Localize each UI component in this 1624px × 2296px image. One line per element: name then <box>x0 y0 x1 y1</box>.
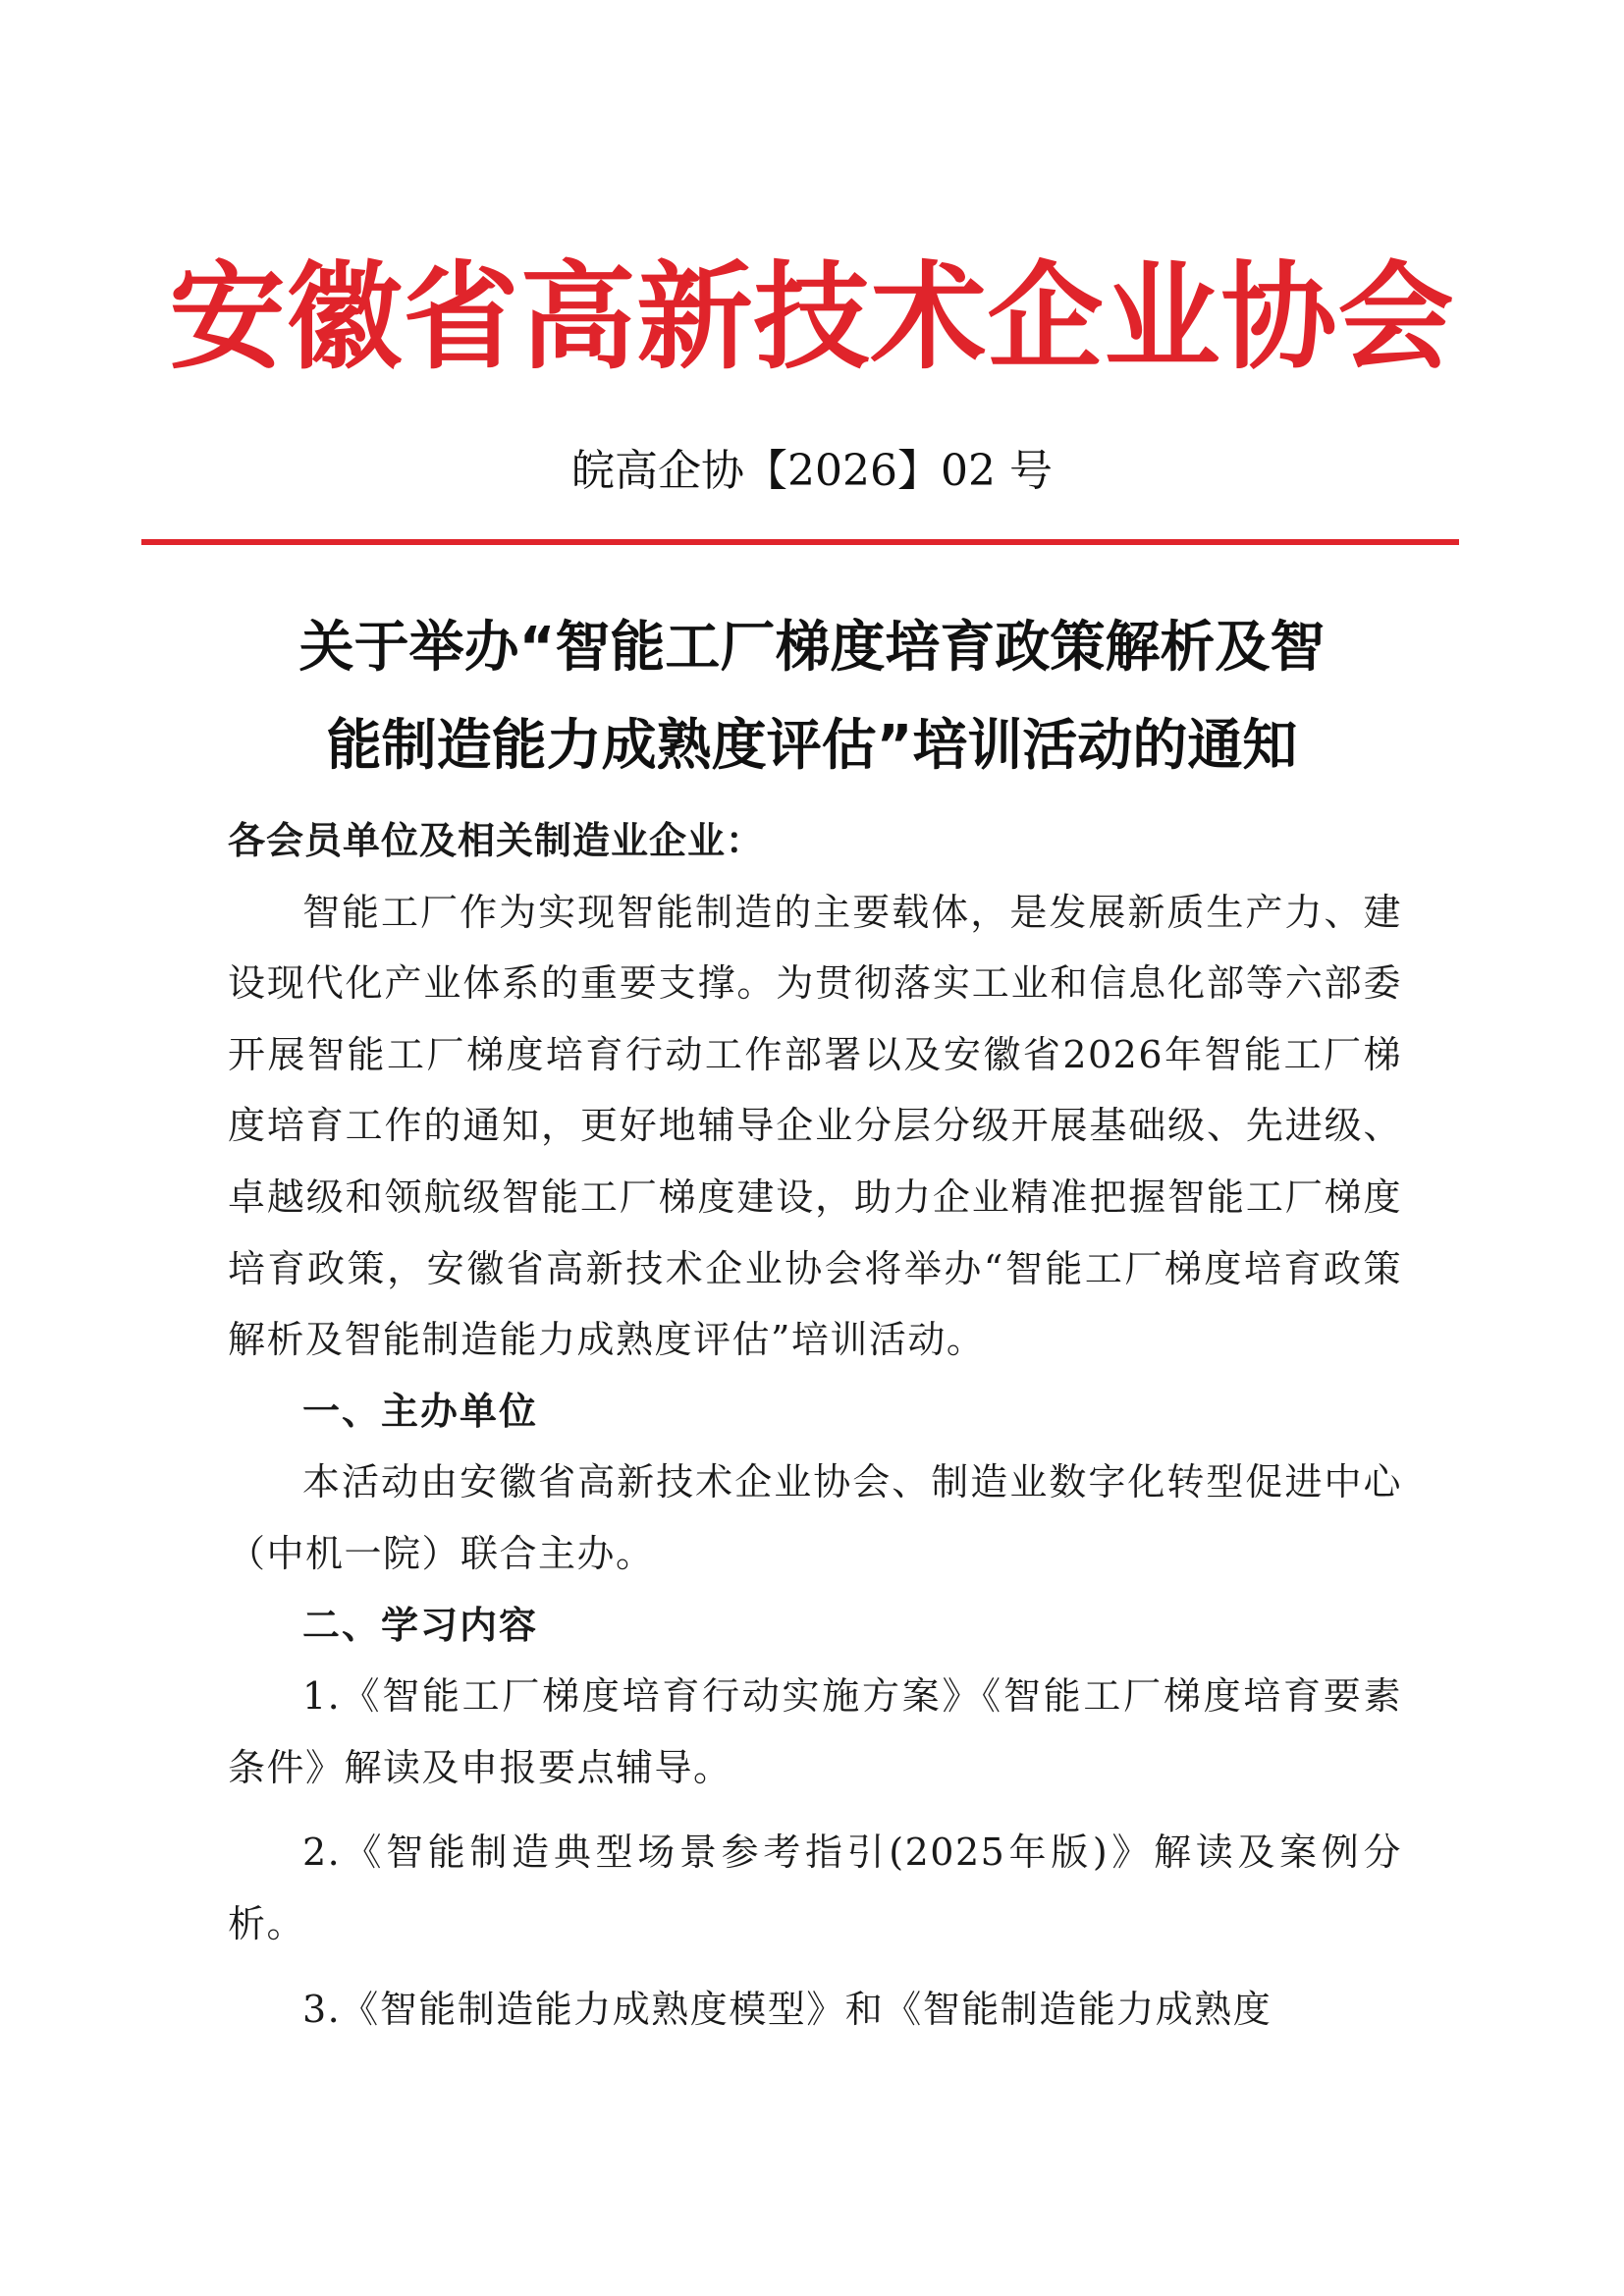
content-item-3: 3.《智能制造能力成熟度模型》和《智能制造能力成熟度 <box>302 1987 1272 2031</box>
document-number: 皖高企协【2026】02 号 <box>571 446 1053 496</box>
content-item-2: 2.《智能制造典型场景参考指引(2025年版)》解读及案例分析。 <box>228 1831 1402 1945</box>
content-item-1: 1.《智能工厂梯度培育行动实施方案》《智能工厂梯度培育要素条件》解读及申报要点辅导。 <box>228 1674 1402 1789</box>
document-title <box>147 599 1477 795</box>
salutation: 各会员单位及相关制造业企业： <box>228 819 765 862</box>
title-line-1: 关于举办“智能工厂梯度培育政策解析及智 <box>298 616 1326 680</box>
organizer-paragraph: 本活动由安徽省高新技术企业协会、制造业数字化转型促进中心（中机一院）联合主办。 <box>228 1460 1402 1575</box>
section-heading-organizer: 一、主办单位 <box>302 1389 539 1433</box>
red-divider <box>141 539 1459 545</box>
title-line-2: 能制造能力成熟度评估”培训活动的通知 <box>326 714 1298 778</box>
intro-paragraph: 智能工厂作为实现智能制造的主要载体，是发展新质生产力、建设现代化产业体系的重要支撑。为贯彻落实工业和信息化部等六部委开展智能工厂梯度培育行动工作部署以及安徽省2026年智能工厂梯度培育工作的通知，更好地辅导企业分层分级开展基础级、先进级、卓越级和领航级智能工厂梯度建设，助力企业精准把握智能工厂梯度培育政策，安徽省高新技术企业协会将举办“智能工厂梯度培育政策解析及智能制造能力成熟度评估”培训活动。 <box>228 890 1402 1362</box>
document-body <box>228 805 1402 2045</box>
section-heading-content: 二、学习内容 <box>302 1603 539 1647</box>
issuer-name: 安徽省高新技术企业协会 <box>169 249 1455 385</box>
